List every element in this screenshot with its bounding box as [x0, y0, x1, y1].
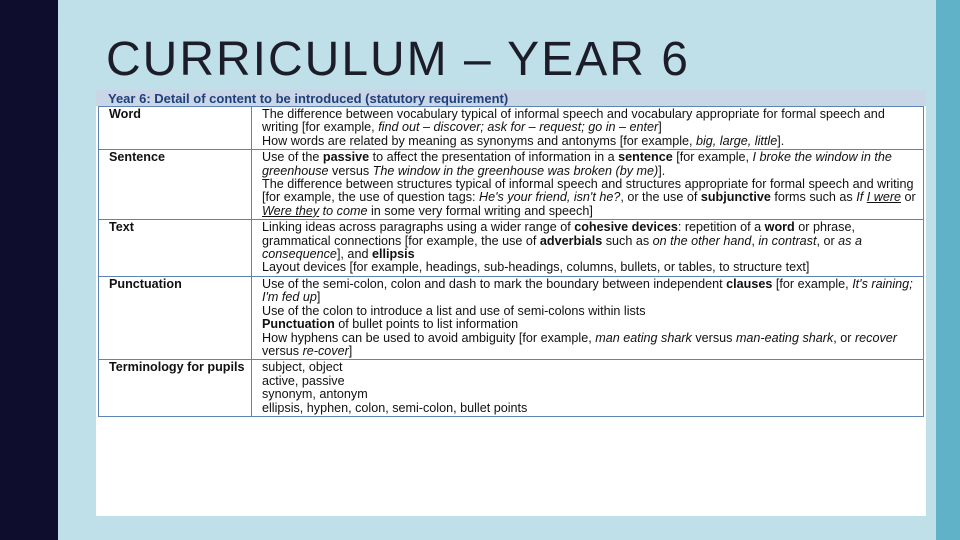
text-run: , or the use of: [620, 190, 701, 205]
text-run: versus: [328, 163, 373, 178]
text-run: He's your friend, isn't he?: [479, 190, 621, 205]
text-run: or: [901, 190, 916, 205]
content-paragraph: [262, 388, 917, 401]
text-run: Punctuation: [262, 317, 335, 332]
text-run: ,: [751, 233, 759, 248]
text-run: I were: [866, 190, 902, 205]
content-paragraph: [262, 332, 917, 359]
text-run: Use of the: [262, 150, 323, 165]
text-run: on the other hand: [652, 233, 752, 248]
text-run: recover: [854, 330, 897, 345]
text-run: in some very formal writing and speech]: [367, 203, 593, 218]
content-paragraph: [262, 221, 917, 261]
table-row: [99, 107, 924, 150]
table-row: [99, 150, 924, 220]
content-paragraph: [262, 108, 917, 135]
curriculum-table-body: [99, 107, 924, 417]
slide-title: CURRICULUM – YEAR 6: [106, 33, 690, 86]
row-content: [252, 220, 924, 277]
content-paragraph: [262, 261, 917, 274]
table-row: [99, 360, 924, 417]
text-run: ]: [316, 290, 321, 305]
text-run: find out – discover; ask for – request; go in – enter: [378, 120, 659, 135]
row-label: Text: [99, 220, 252, 277]
text-run: [for example,: [672, 150, 753, 165]
text-run: The window in the greenhouse was broken (by me): [372, 163, 659, 178]
text-run: : repetition of a: [677, 220, 765, 235]
content-paragraph: [262, 178, 917, 218]
row-label: Sentence: [99, 150, 252, 220]
text-run: synonym, antonym: [262, 387, 368, 402]
row-label: Word: [99, 107, 252, 150]
text-run: ].: [777, 133, 785, 148]
text-run: man-eating shark: [735, 330, 834, 345]
row-content: [252, 360, 924, 417]
text-run: How words are related by meaning as synonyms and antonyms [for example,: [262, 133, 696, 148]
text-run: [for example,: [772, 276, 853, 291]
text-run: clauses: [726, 276, 773, 291]
content-paragraph: [262, 361, 917, 374]
text-run: ellipsis: [371, 247, 415, 262]
text-run: of bullet points to list information: [334, 317, 519, 332]
accent-side-band: [936, 0, 960, 540]
text-run: Were they: [262, 203, 320, 218]
text-run: man eating shark: [595, 330, 692, 345]
text-run: such as: [602, 233, 653, 248]
text-run: word: [764, 220, 795, 235]
content-paragraph: [262, 305, 917, 318]
text-run: The difference between structures typical of informal speech and structures appropriate for formal speech and writing [for example, the use of question tags:: [262, 177, 914, 205]
text-run: I broke the window in the greenhouse: [262, 150, 892, 178]
text-run: adverbials: [539, 233, 603, 248]
text-run: If: [856, 190, 867, 205]
text-run: The difference between vocabulary typical of informal speech and vocabulary appropriate for formal speech and writing [for example,: [262, 107, 885, 135]
wave-edge-decoration: [40, 0, 80, 540]
content-paragraph: [262, 402, 917, 415]
text-run: , or: [833, 330, 855, 345]
row-label: Terminology for pupils: [99, 360, 252, 417]
text-run: cohesive devices: [574, 220, 678, 235]
content-paragraph: [262, 151, 917, 178]
content-paragraph: [262, 375, 917, 388]
text-run: Linking ideas across paragraphs using a wider range of: [262, 220, 575, 235]
text-run: Use of the semi-colon, colon and dash to mark the boundary between independent: [262, 276, 727, 291]
row-label: Punctuation: [99, 276, 252, 359]
text-run: ]: [348, 343, 353, 358]
curriculum-table: [98, 106, 924, 417]
text-run: subjunctive: [700, 190, 771, 205]
text-run: Use of the colon to introduce a list and use of semi-colons within lists: [262, 303, 646, 318]
curriculum-document: [96, 90, 926, 516]
text-run: versus: [691, 330, 736, 345]
text-run: subject, object: [262, 360, 343, 375]
text-run: forms such as: [770, 190, 857, 205]
row-content: [252, 107, 924, 150]
row-content: [252, 150, 924, 220]
text-run: , or: [816, 233, 839, 248]
text-run: How hyphens can be used to avoid ambiguity [for example,: [262, 330, 596, 345]
text-run: ], and: [336, 247, 372, 262]
text-run: ]: [658, 120, 662, 135]
text-run: to affect the presentation of information in a: [369, 150, 619, 165]
table-header: Year 6: Detail of content to be introduced (statutory requirement): [96, 90, 926, 106]
text-run: ellipsis, hyphen, colon, semi-colon, bullet points: [262, 400, 528, 415]
table-row: [99, 276, 924, 359]
text-run: It's raining; I'm fed up: [262, 276, 913, 305]
text-run: big, large, little: [696, 133, 778, 148]
text-run: ].: [658, 163, 666, 178]
text-run: as a consequence: [262, 233, 862, 262]
table-row: [99, 220, 924, 277]
text-run: sentence: [618, 150, 673, 165]
content-paragraph: [262, 135, 917, 148]
text-run: versus: [262, 343, 303, 358]
text-run: or phrase, grammatical connections [for example, the use of: [262, 220, 855, 248]
content-paragraph: [262, 318, 917, 331]
text-run: active, passive: [262, 373, 345, 388]
text-run: passive: [322, 150, 370, 165]
row-content: [252, 276, 924, 359]
text-run: Layout devices [for example, headings, sub-headings, columns, bullets, or tables, to structure text]: [262, 260, 810, 275]
text-run: to come: [319, 203, 368, 218]
content-paragraph: [262, 278, 917, 305]
text-run: in contrast: [758, 233, 817, 248]
text-run: re-cover: [302, 343, 349, 358]
